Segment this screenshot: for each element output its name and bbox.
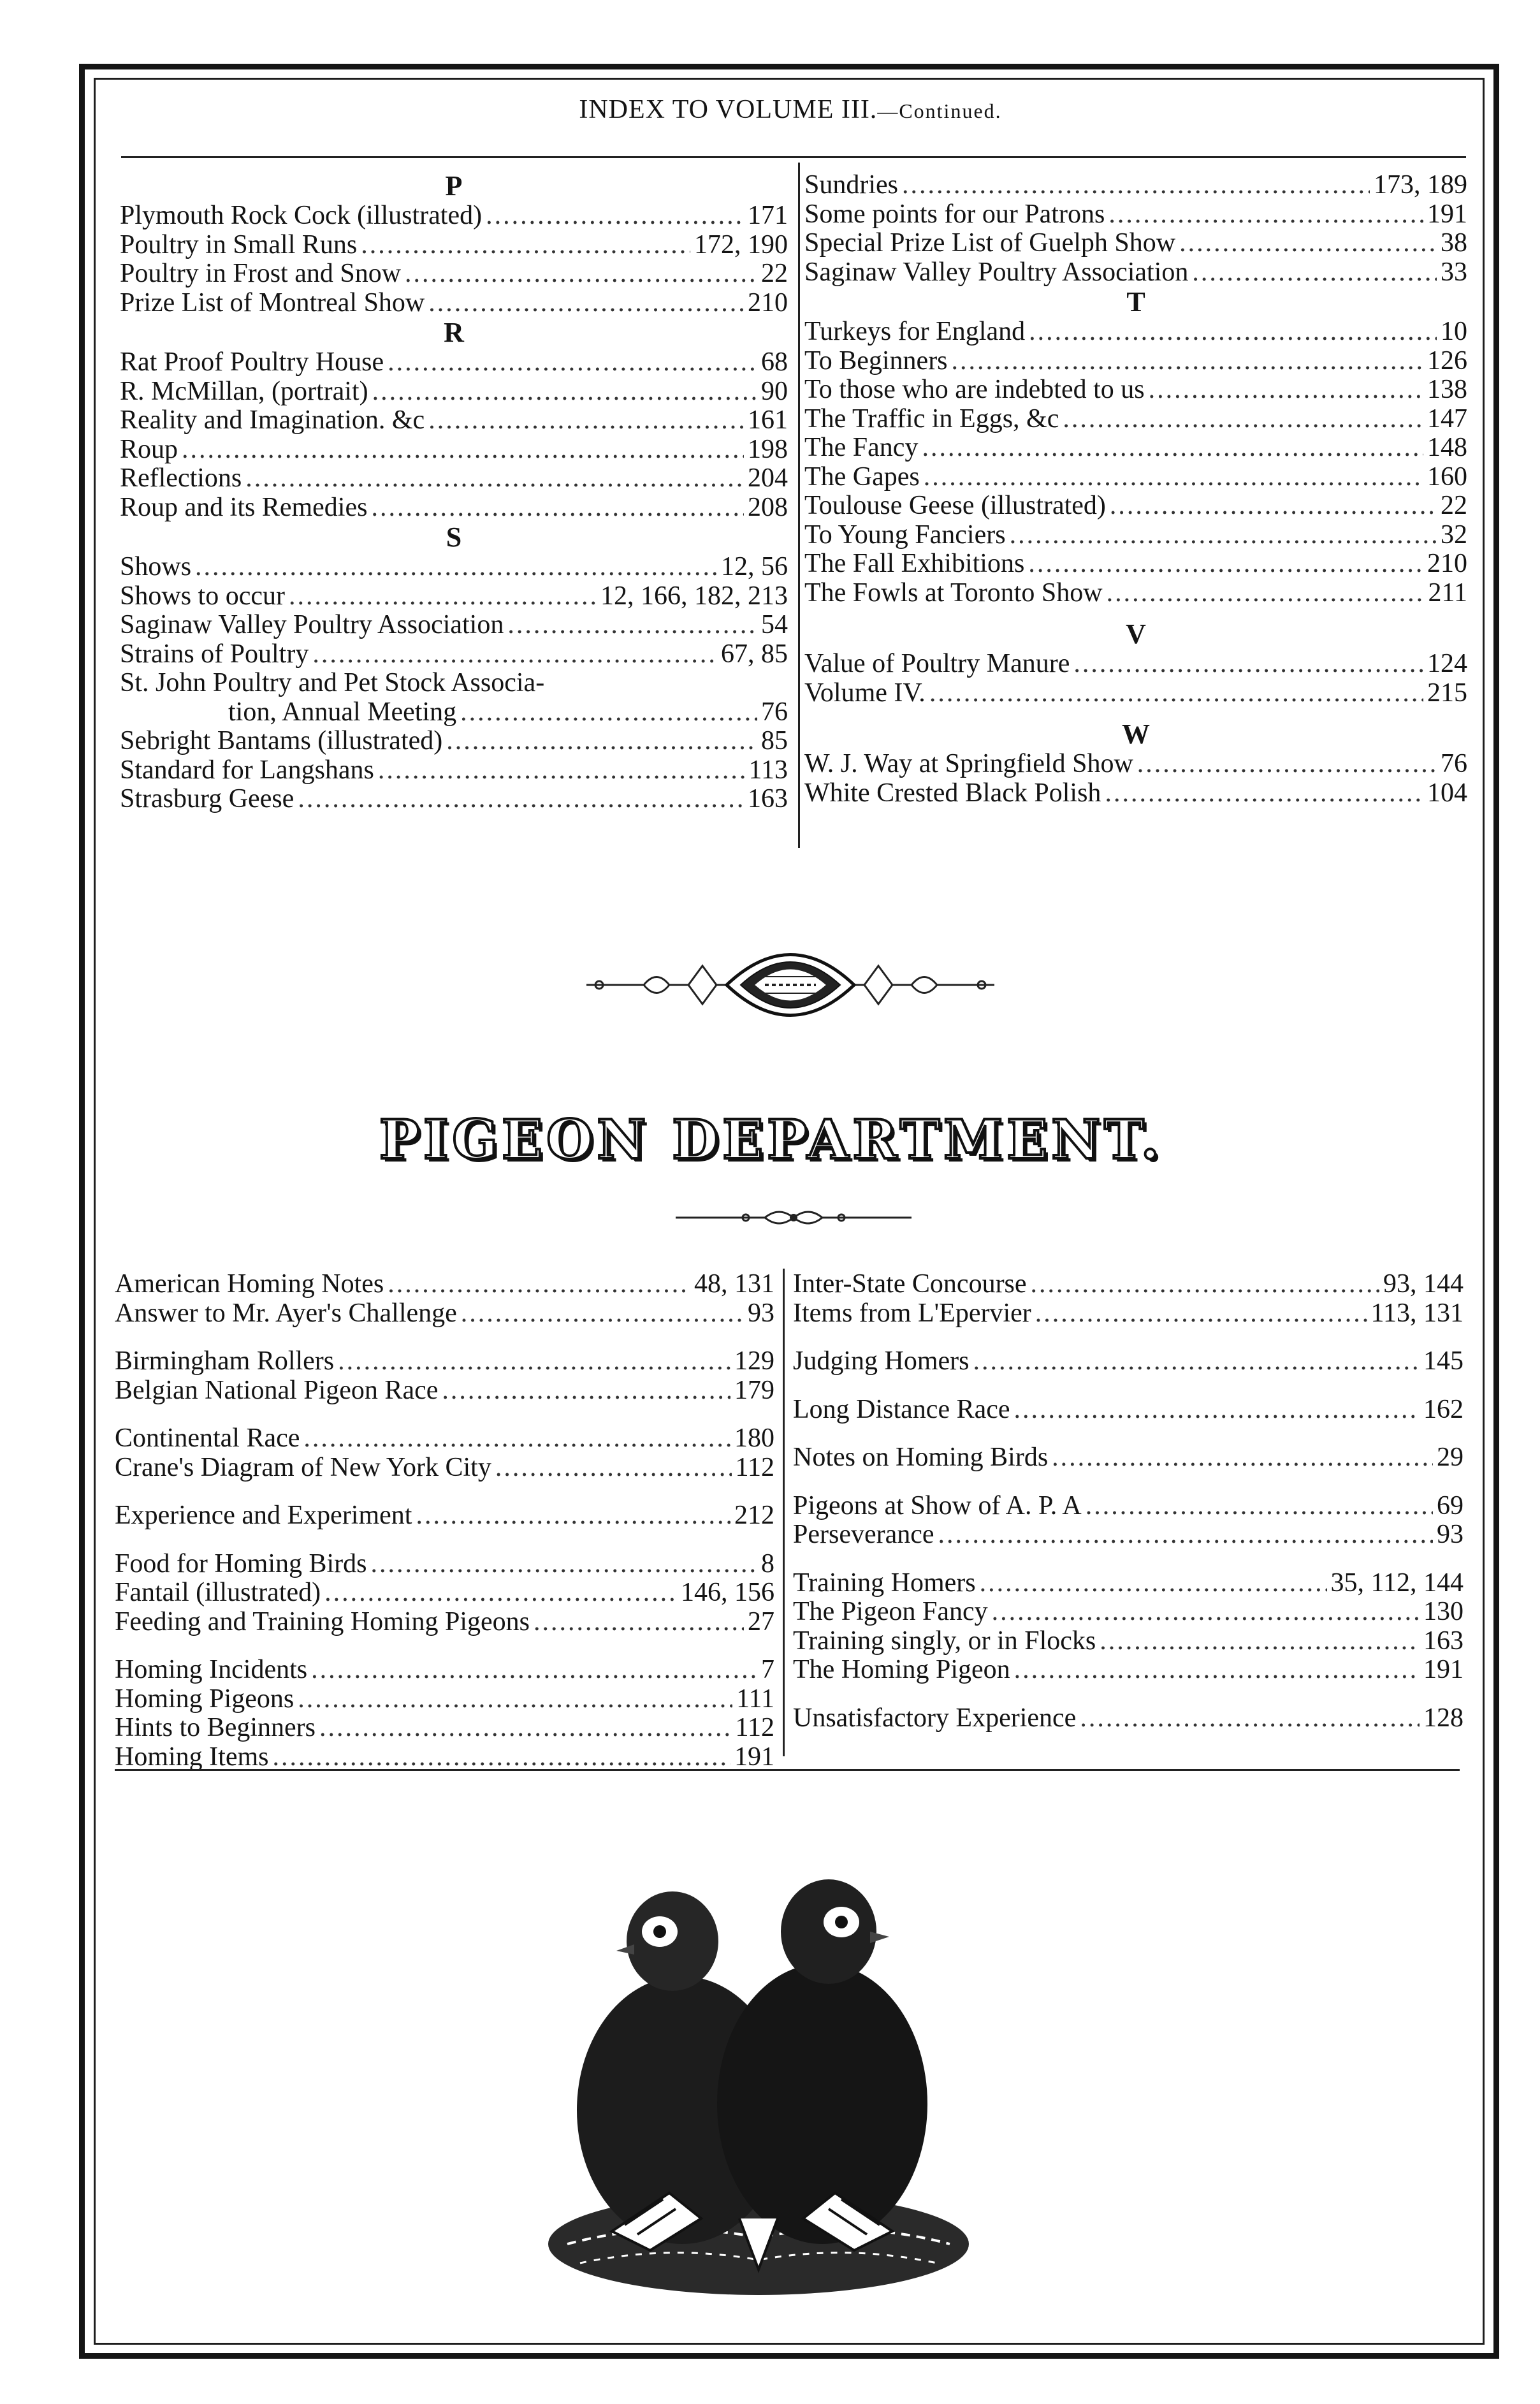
entry-pages: 130 (1423, 1597, 1464, 1626)
pigeon-index-entry (793, 1270, 1464, 1299)
index-entry (804, 229, 1467, 258)
entry-title: Inter-State Concourse (793, 1269, 1027, 1299)
page-title (127, 94, 1453, 125)
pigeon-index-entry (115, 1743, 774, 1772)
poultry-index-right (804, 171, 1467, 808)
entry-title: Prize List of Montreal Show (120, 288, 425, 317)
leader-dots (507, 611, 757, 640)
index-entry (120, 289, 788, 318)
entry-pages: 179 (734, 1375, 774, 1405)
entry-pages: 172, 190 (694, 229, 788, 259)
entry-title: Reflections (120, 463, 242, 493)
entry-pages: 67, 85 (721, 639, 788, 669)
leader-dots (1086, 1492, 1433, 1521)
entry-pages: 90 (761, 376, 788, 406)
entry-pages: 38 (1441, 228, 1467, 258)
leader-dots (980, 1569, 1327, 1598)
leader-dots (182, 435, 744, 465)
entry-pages: 163 (1423, 1626, 1464, 1656)
entry-pages: 212 (734, 1501, 774, 1530)
entry-title: Plymouth Rock Cock (illustrated) (120, 201, 483, 230)
leader-dots (298, 785, 744, 814)
entry-title: Saginaw Valley Poultry Association (804, 257, 1189, 287)
leader-dots (324, 1578, 677, 1608)
pigeon-index-entry (115, 1299, 774, 1329)
entry-pages: 208 (748, 492, 788, 522)
index-entry (120, 582, 788, 611)
index-entry (120, 611, 788, 640)
entry-title: Continental Race (115, 1424, 300, 1453)
entry-title: The Homing Pigeon (793, 1655, 1010, 1684)
leader-dots (1052, 1443, 1433, 1473)
leader-dots (460, 698, 757, 727)
pigeon-department-title: PIGEON DEPARTMENT. (379, 1108, 1164, 1171)
pigeon-index-entry (115, 1376, 774, 1406)
pigeon-index-entry (115, 1270, 774, 1299)
pigeon-index-entry (793, 1347, 1464, 1376)
entry-pages: 171 (748, 201, 788, 230)
section-letter-s: S (446, 521, 462, 553)
section-letter-t: T (1126, 286, 1145, 317)
entry-title: Hints to Beginners (115, 1713, 316, 1742)
pigeon-index-entry (115, 1608, 774, 1637)
index-entry (120, 756, 788, 785)
leader-dots (1031, 1270, 1379, 1299)
entry-pages: 148 (1427, 433, 1467, 462)
pigeon-index-entry (793, 1520, 1464, 1550)
entry-pages: 12, 166, 182, 213 (600, 581, 788, 611)
entry-title: Answer to Mr. Ayer's Challenge (115, 1298, 457, 1328)
index-entry (804, 347, 1467, 376)
entry-pages: 7 (761, 1655, 774, 1684)
entry-title: Poultry in Small Runs (120, 229, 358, 259)
entry-title: Sundries (804, 170, 898, 200)
entry-pages: 147 (1427, 404, 1467, 433)
leader-dots (319, 1714, 732, 1743)
entry-title: Unsatisfactory Experience (793, 1703, 1077, 1733)
poultry-column-divider (798, 163, 800, 848)
index-entry (120, 231, 788, 260)
entry-title: Reality and Imagination. &c (120, 405, 425, 435)
entry-title: Some points for our Patrons (804, 199, 1105, 229)
entry-title: Homing Incidents (115, 1655, 308, 1684)
entry-pages: 111 (736, 1684, 774, 1714)
pigeon-index-entry (793, 1299, 1464, 1329)
leader-dots (1149, 375, 1423, 405)
entry-title: Roup (120, 434, 178, 464)
pigeon-index-entry (115, 1685, 774, 1714)
entry-title: The Fowls at Toronto Show (804, 578, 1103, 608)
entry-title: Food for Homing Birds (115, 1548, 367, 1578)
leader-dots (1107, 579, 1425, 608)
leader-dots (952, 347, 1423, 376)
section-letter-r: R (444, 317, 464, 348)
entry-title: Homing Items (115, 1742, 269, 1772)
entry-title: Shows to occur (120, 581, 285, 611)
entry-title: Judging Homers (793, 1346, 970, 1376)
entry-pages: 191 (1427, 199, 1467, 229)
entry-pages: 69 (1437, 1490, 1464, 1520)
entry-pages: 191 (1423, 1655, 1464, 1684)
leader-dots (924, 463, 1423, 492)
entry-pages: 76 (1441, 749, 1467, 778)
index-entry (120, 698, 788, 727)
leader-dots (405, 259, 757, 289)
index-entry (120, 201, 788, 231)
entry-title: Training singly, or in Flocks (793, 1626, 1096, 1656)
leader-dots (416, 1501, 730, 1531)
entry-title: American Homing Notes (115, 1269, 384, 1299)
leader-dots (361, 231, 690, 260)
entry-pages: 68 (761, 347, 788, 377)
index-entry (120, 406, 788, 435)
entry-pages: 146, 156 (681, 1578, 774, 1607)
index-entry (804, 171, 1467, 200)
entry-pages: 191 (734, 1742, 774, 1772)
leader-dots (534, 1608, 744, 1637)
entry-title: Roup and its Remedies (120, 492, 368, 522)
entry-pages: 180 (734, 1424, 774, 1453)
pigeon-index-right (793, 1270, 1464, 1733)
scroll-ornament-icon (574, 937, 1007, 1033)
entry-title: Pigeons at Show of A. P. A (793, 1490, 1082, 1520)
pigeon-index-entry (115, 1550, 774, 1579)
leader-dots (1014, 1656, 1420, 1685)
leader-dots (388, 348, 757, 377)
leader-dots (1137, 750, 1437, 779)
leader-dots (312, 640, 717, 669)
entry-pages: 93, 144 (1383, 1269, 1464, 1299)
entry-pages: 32 (1441, 520, 1467, 550)
index-entry (804, 405, 1467, 434)
section-letter-v: V (1126, 618, 1146, 650)
leader-dots (428, 289, 744, 318)
index-entry (120, 348, 788, 377)
pigeon-column-divider (783, 1269, 785, 1756)
entry-title: Toulouse Geese (illustrated) (804, 491, 1106, 520)
entry-pages: 104 (1427, 778, 1467, 808)
entry-title: Items from L'Epervier (793, 1298, 1031, 1328)
entry-pages: 210 (1427, 549, 1467, 578)
entry-pages: 160 (1427, 462, 1467, 492)
leader-dots (311, 1656, 757, 1685)
entry-title: Notes on Homing Birds (793, 1443, 1049, 1472)
entry-pages: 22 (761, 259, 788, 288)
entry-pages: 211 (1428, 578, 1467, 608)
entry-title: Belgian National Pigeon Race (115, 1375, 439, 1405)
leader-dots (1063, 405, 1423, 434)
leader-dots (442, 1376, 730, 1406)
entry-title: Perseverance (793, 1520, 934, 1549)
leader-dots (486, 201, 744, 231)
index-entry (120, 377, 788, 407)
leader-dots (1035, 1299, 1367, 1329)
index-entry (804, 317, 1467, 347)
pigeon-index-entry (115, 1501, 774, 1531)
pigeon-index-entry (115, 1656, 774, 1685)
leader-dots (1192, 258, 1437, 288)
index-entry (804, 258, 1467, 288)
index-entry (804, 579, 1467, 608)
leader-dots (1110, 492, 1437, 521)
pigeon-index-rule (115, 1769, 1460, 1771)
entry-title: Experience and Experiment (115, 1501, 412, 1530)
index-entry (804, 779, 1467, 808)
entry-title: St. John Poultry and Pet Stock Associa- (120, 668, 545, 697)
pigeon-index-entry (793, 1492, 1464, 1521)
entry-pages: 29 (1437, 1443, 1464, 1472)
pigeon-index-entry (793, 1656, 1464, 1685)
entry-pages: 112 (735, 1713, 774, 1742)
entry-pages: 163 (748, 784, 788, 813)
entry-pages: 113, 131 (1370, 1298, 1464, 1328)
leader-dots (902, 171, 1370, 200)
index-entry (120, 464, 788, 493)
entry-title: Strasburg Geese (120, 784, 294, 813)
entry-pages: 85 (761, 726, 788, 755)
leader-dots (1028, 550, 1423, 579)
entry-title: Feeding and Training Homing Pigeons (115, 1606, 530, 1636)
entry-title: Turkeys for England (804, 317, 1026, 346)
entry-pages: 128 (1423, 1703, 1464, 1733)
page-title-main: INDEX TO VOLUME III. (579, 95, 878, 124)
pigeon-index-entry (793, 1569, 1464, 1598)
entry-title: Standard for Langshans (120, 755, 374, 785)
entry-pages: 54 (761, 610, 788, 639)
entry-pages: 173, 189 (1374, 170, 1467, 200)
entry-pages: 8 (761, 1548, 774, 1578)
leader-dots (1100, 1627, 1420, 1656)
index-entry (120, 553, 788, 582)
entry-title: Special Prize List of Guelph Show (804, 228, 1176, 258)
index-entry (120, 669, 788, 698)
index-entry (804, 679, 1467, 708)
leader-dots (372, 377, 757, 407)
entry-title: Value of Poultry Manure (804, 649, 1070, 678)
pigeon-index-entry (793, 1627, 1464, 1656)
leader-dots (1010, 521, 1437, 550)
entry-pages: 162 (1423, 1394, 1464, 1424)
index-entry (120, 727, 788, 756)
leader-dots (303, 1424, 730, 1453)
index-entry (804, 433, 1467, 463)
index-entry (804, 492, 1467, 521)
entry-title: The Gapes (804, 462, 920, 492)
pigeons-illustration-icon (497, 1836, 1020, 2308)
entry-title: To those who are indebted to us (804, 375, 1145, 404)
leader-dots (1073, 650, 1423, 679)
leader-dots (461, 1299, 744, 1329)
small-scroll-ornament-icon (669, 1202, 918, 1234)
leader-dots (446, 727, 757, 756)
header-rule (121, 156, 1466, 158)
leader-dots (378, 756, 745, 785)
index-entry (120, 259, 788, 289)
entry-title: tion, Annual Meeting (228, 697, 457, 727)
index-entry (804, 200, 1467, 229)
entry-title: Strains of Poultry (120, 639, 309, 669)
entry-pages: 93 (1437, 1520, 1464, 1549)
entry-title: To Beginners (804, 346, 948, 375)
entry-pages: 10 (1441, 317, 1467, 346)
section-letter-w: W (1122, 718, 1150, 750)
index-entry (120, 785, 788, 814)
entry-pages: 129 (734, 1346, 774, 1376)
entry-title: Shows (120, 552, 192, 581)
pigeon-index-entry (115, 1347, 774, 1376)
leader-dots (289, 582, 597, 611)
entry-pages: 35, 112, 144 (1330, 1568, 1464, 1598)
entry-pages: 27 (748, 1606, 774, 1636)
entry-title: Poultry in Frost and Snow (120, 259, 402, 288)
entry-title: The Fancy (804, 433, 919, 462)
entry-title: To Young Fanciers (804, 520, 1006, 550)
leader-dots (195, 553, 717, 582)
entry-title: Crane's Diagram of New York City (115, 1452, 491, 1482)
page-title-suffix: —Continued. (877, 99, 1002, 122)
entry-title: White Crested Black Polish (804, 778, 1101, 808)
entry-pages: 145 (1423, 1346, 1464, 1376)
leader-dots (495, 1453, 732, 1483)
entry-pages: 22 (1441, 491, 1467, 520)
leader-dots (922, 433, 1423, 463)
pigeon-index-left (115, 1270, 774, 1772)
entry-pages: 76 (761, 697, 788, 727)
pigeon-index-entry (115, 1453, 774, 1483)
leader-dots (272, 1743, 730, 1772)
index-entry (804, 463, 1467, 492)
leader-dots (428, 406, 744, 435)
pigeon-index-entry (115, 1714, 774, 1743)
entry-title: Training Homers (793, 1568, 976, 1598)
entry-pages: 33 (1441, 257, 1467, 287)
entry-title: The Traffic in Eggs, &c (804, 404, 1059, 433)
pigeon-index-entry (115, 1578, 774, 1608)
leader-dots (992, 1598, 1420, 1627)
index-entry (804, 550, 1467, 579)
entry-pages: 210 (748, 288, 788, 317)
index-entry (120, 435, 788, 465)
entry-pages: 113 (748, 755, 788, 785)
entry-title: Rat Proof Poultry House (120, 347, 384, 377)
poultry-index-left (120, 171, 788, 814)
leader-dots (1108, 200, 1423, 229)
entry-pages: 112 (735, 1452, 774, 1482)
leader-dots (1014, 1395, 1420, 1425)
entry-pages: 204 (748, 463, 788, 493)
leader-dots (371, 1550, 757, 1579)
index-entry (804, 375, 1467, 405)
leader-dots (298, 1685, 732, 1714)
leader-dots (245, 464, 744, 493)
entry-pages: 124 (1427, 649, 1467, 678)
entry-title: Sebright Bantams (illustrated) (120, 726, 443, 755)
entry-title: The Pigeon Fancy (793, 1597, 988, 1626)
leader-dots (929, 679, 1423, 708)
leader-dots (1080, 1704, 1420, 1733)
entry-title: W. J. Way at Springfield Show (804, 749, 1133, 778)
entry-title: R. McMillan, (portrait) (120, 376, 368, 406)
leader-dots (1179, 229, 1437, 258)
leader-dots (938, 1520, 1433, 1550)
leader-dots (1105, 779, 1423, 808)
entry-pages: 48, 131 (694, 1269, 774, 1299)
entry-title: Birmingham Rollers (115, 1346, 335, 1376)
entry-title: Saginaw Valley Poultry Association (120, 610, 504, 639)
entry-pages: 93 (748, 1298, 774, 1328)
pigeon-index-entry (793, 1704, 1464, 1733)
entry-pages: 198 (748, 434, 788, 464)
entry-pages: 138 (1427, 375, 1467, 404)
leader-dots (973, 1347, 1420, 1376)
index-entry (804, 521, 1467, 550)
pigeon-index-entry (793, 1443, 1464, 1473)
pigeon-index-entry (793, 1598, 1464, 1627)
leader-dots (338, 1347, 730, 1376)
entry-title: Homing Pigeons (115, 1684, 294, 1714)
entry-title: Fantail (illustrated) (115, 1578, 321, 1607)
index-entry (804, 750, 1467, 779)
leader-dots (371, 493, 744, 523)
pigeon-index-entry (115, 1424, 774, 1453)
entry-title: The Fall Exhibitions (804, 549, 1025, 578)
leader-dots (1029, 317, 1437, 347)
entry-title: Volume IV. (804, 678, 926, 708)
entry-pages: 126 (1427, 346, 1467, 375)
index-entry (804, 650, 1467, 679)
pigeon-index-entry (793, 1395, 1464, 1425)
entry-pages: 161 (748, 405, 788, 435)
leader-dots (388, 1270, 690, 1299)
entry-pages: 12, 56 (721, 552, 788, 581)
entry-title: Long Distance Race (793, 1394, 1010, 1424)
section-letter-p: P (445, 170, 463, 201)
index-entry (120, 493, 788, 523)
index-entry (120, 640, 788, 669)
entry-pages: 215 (1427, 678, 1467, 708)
